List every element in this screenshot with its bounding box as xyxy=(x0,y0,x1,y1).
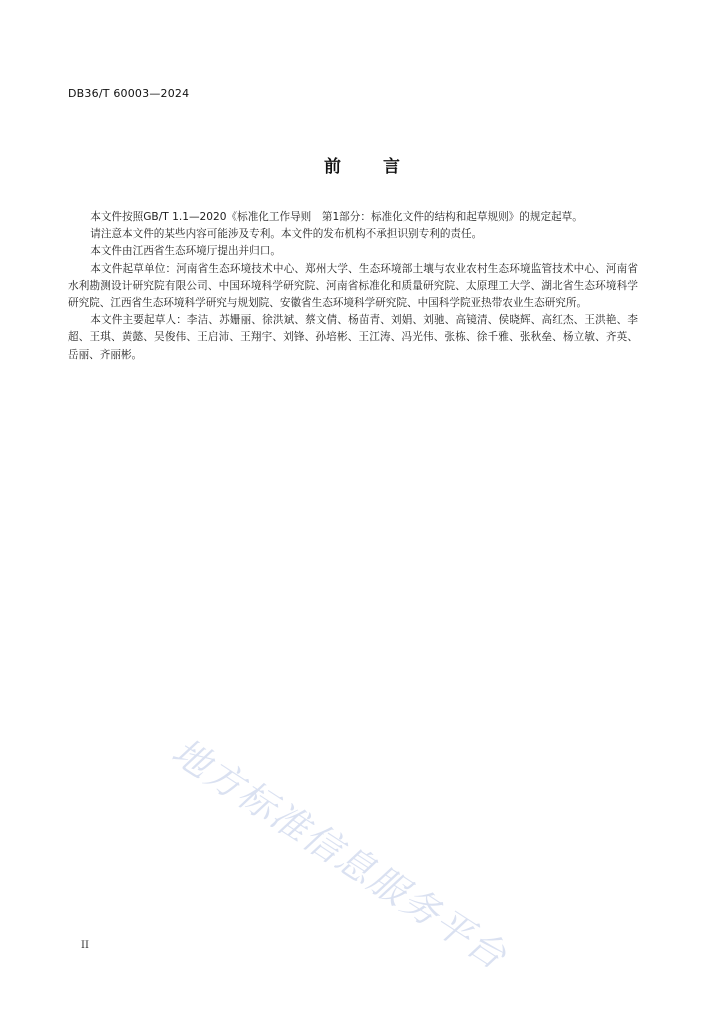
page-number: II xyxy=(81,940,89,951)
paragraph-proposer: 本文件由江西省生态环境厅提出并归口。 xyxy=(90,245,281,258)
paragraph-drafters: 本文件主要起草人：李洁、苏姗丽、徐洪斌、蔡文倩、杨苗青、刘娟、刘驰、高镜清、侯晓辉、高红杰、王洪艳、李超、王琪、黄懿、吴俊伟、王启沛、王翔宇、刘锋、孙培彬、王江涛、冯光伟、张栋、徐千雅、张秋垒、杨立敏、齐英、岳丽、齐丽彬。 xyxy=(68,314,638,361)
document-code: DB36/T 60003—2024 xyxy=(68,87,190,100)
paragraph-drafting-units: 本文件起草单位：河南省生态环境技术中心、郑州大学、生态环境部土壤与农业农村生态环境监管技术中心、河南省水利勘测设计研究院有限公司、中国环境科学研究院、河南省标准化和质量研究院、太原理工大学、湖北省生态环境科学研究院、江西省生态环境科学研究与规划院、安徽省生态环境科学研究院、中国科学院亚热带农业生态研究所。 xyxy=(68,262,638,310)
foreword-body xyxy=(68,209,638,364)
paragraph-patent-notice: 请注意本文件的某些内容可能涉及专利。本文件的发布机构不承担识别专利的责任。 xyxy=(90,228,483,241)
foreword-title-char-2: 言 xyxy=(383,157,400,177)
foreword-title-char-1: 前 xyxy=(324,157,341,177)
paragraph-drafting-rules: 本文件按照GB/T 1.1—2020《标准化工作导则 第1部分：标准化文件的结构和起草规则》的规定起草。 xyxy=(90,211,583,223)
watermark: 地方标准信息服务平台 xyxy=(164,729,515,979)
foreword-title xyxy=(0,152,724,177)
